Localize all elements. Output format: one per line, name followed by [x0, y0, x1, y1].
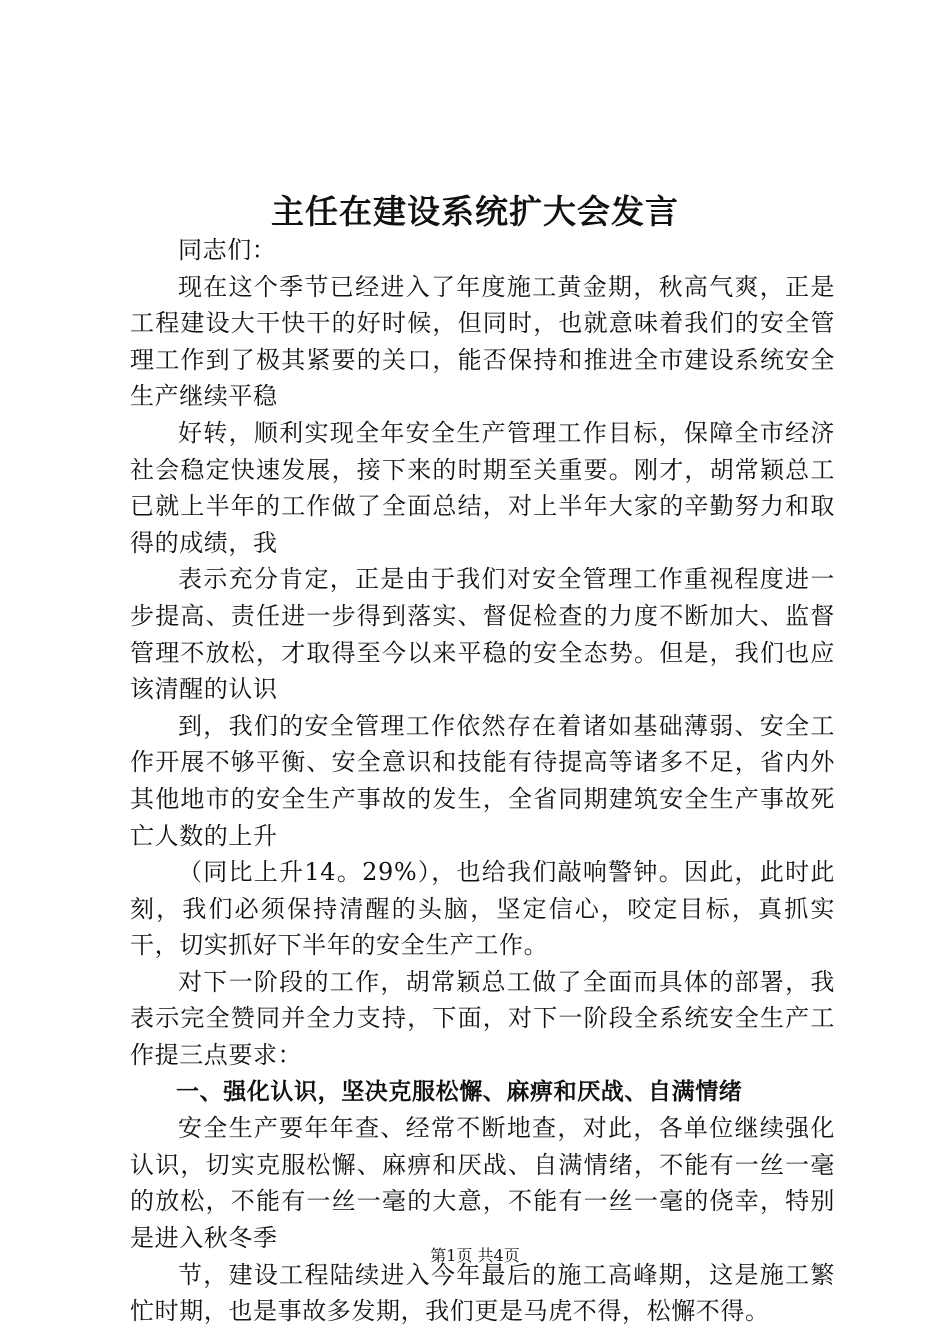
section-heading: 一、强化认识，坚决克服松懈、麻痹和厌战、自满情绪: [176, 1078, 743, 1105]
page-footer: 第1页 共4页: [430, 1246, 520, 1265]
salutation: 同志们：: [178, 236, 277, 264]
paragraph: 好转，顺利实现全年安全生产管理工作目标，保障全市经济社会稳定快速发展，接下来的时期至关重要。刚才，胡常颖总工已就上半年的工作做了全面总结，对上半年大家的辛勤努力和取得的成绩，我: [130, 418, 835, 557]
paragraph: 到，我们的安全管理工作依然存在着诸如基础薄弱、安全工作开展不够平衡、安全意识和技能有待提高等诸多不足，省内外其他地市的安全生产事故的发生，全省同期建筑安全生产事故死亡人数的上升: [130, 711, 835, 850]
paragraph: 安全生产要年年查、经常不断地查，对此，各单位继续强化认识，切实克服松懈、麻痹和厌战、自满情绪，不能有一丝一毫的放松，不能有一丝一毫的大意，不能有一丝一毫的侥幸，特别是进入秋冬季: [130, 1114, 835, 1253]
document-title: 主任在建设系统扩大会发言: [271, 192, 679, 231]
paragraph: 表示充分肯定，正是由于我们对安全管理工作重视程度进一步提高、责任进一步得到落实、督促检查的力度不断加大、监督管理不放松，才取得至今以来平稳的安全态势。但是，我们也应该清醒的认识: [130, 565, 835, 704]
paragraph: （同比上升14。29%），也给我们敲响警钟。因此，此时此刻，我们必须保持清醒的头脑，坚定信心，咬定目标，真抓实干，切实抓好下半年的安全生产工作。: [130, 858, 835, 960]
paragraph: 对下一阶段的工作，胡常颖总工做了全面而具体的部署，我表示完全赞同并全力支持，下面，对下一阶段全系统安全生产工作提三点要求：: [130, 967, 835, 1070]
paragraph: 现在这个季节已经进入了年度施工黄金期，秋高气爽，正是工程建设大干快干的好时候，但同时，也就意味着我们的安全管理工作到了极其紧要的关口，能否保持和推进全市建设系统安全生产继续平稳: [130, 272, 835, 411]
paragraph: 节，建设工程陆续进入今年最后的施工高峰期，这是施工繁忙时期，也是事故多发期，我们更是马虎不得，松懈不得。: [130, 1260, 835, 1326]
document-body: [130, 232, 835, 1330]
